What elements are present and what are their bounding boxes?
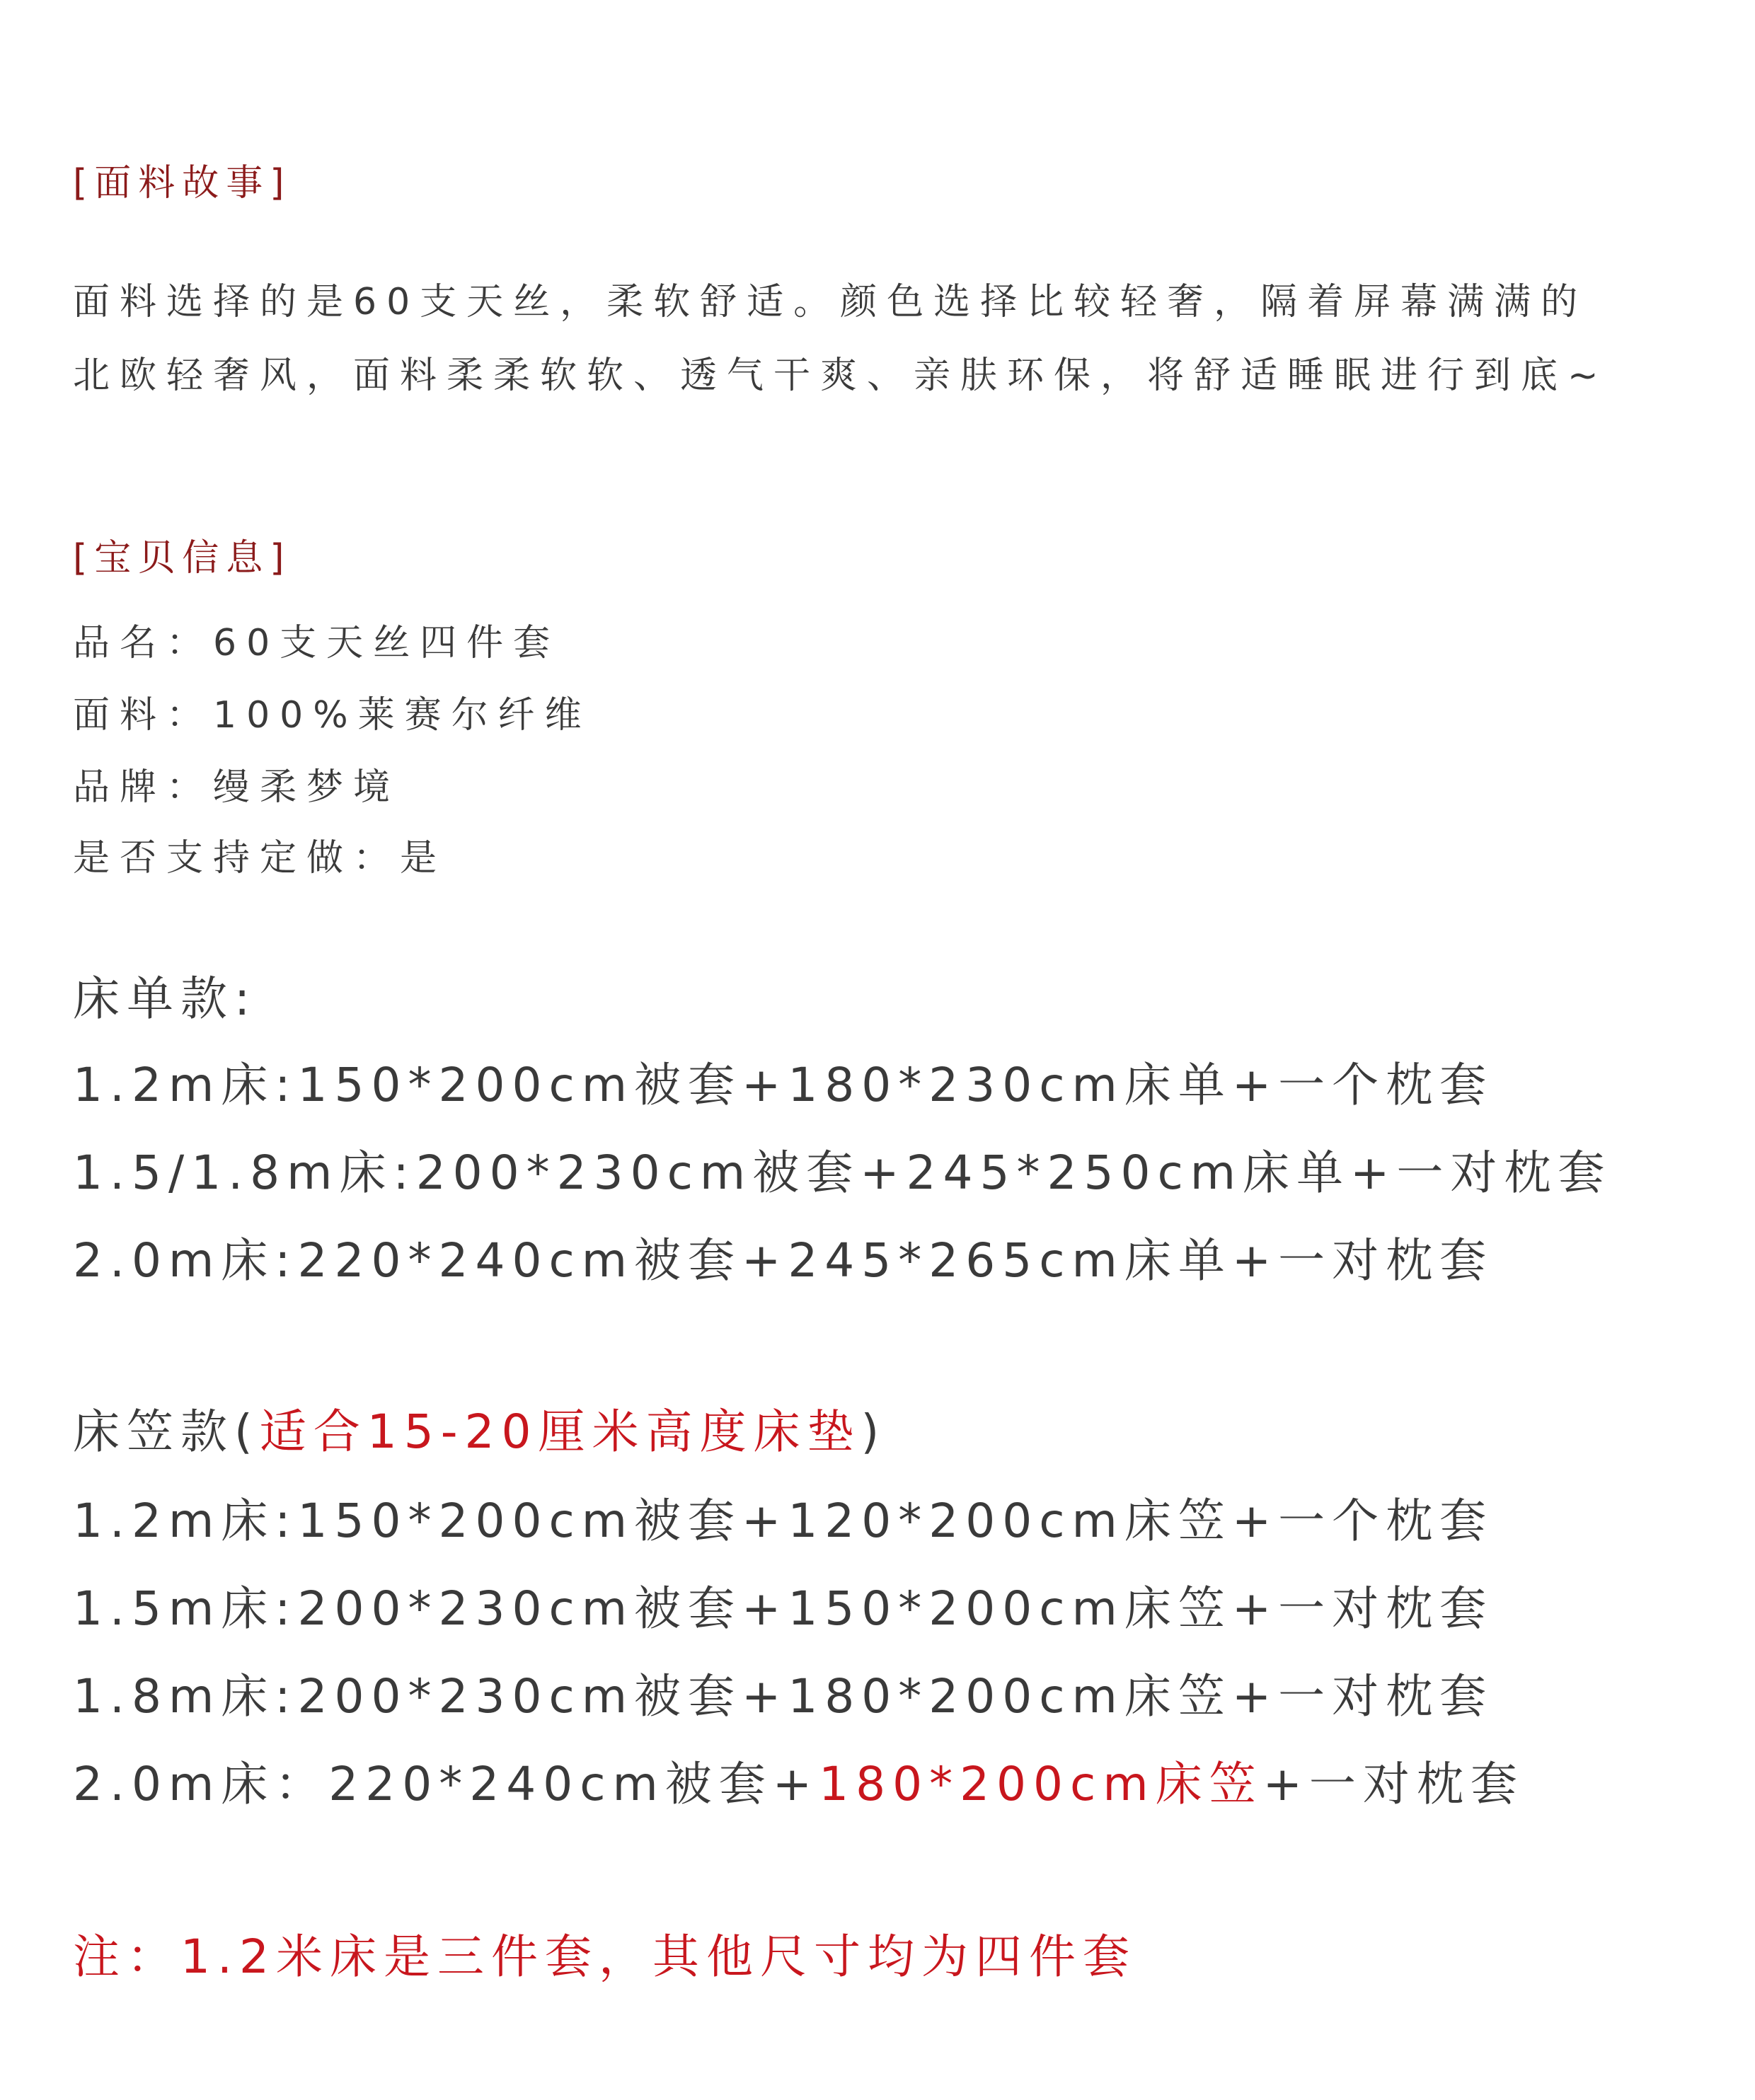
fabric-story-line-1: 面料选择的是60支天丝，柔软舒适。颜色选择比较轻奢，隔着屏幕满满的 xyxy=(73,281,1588,323)
sheet-style-title: 床单款: xyxy=(73,971,258,1026)
fitted-spec-3: 1.8m床:200*230cm被套+180*200cm床笠+一对枕套 xyxy=(73,1669,1494,1724)
product-info-heading: [宝贝信息] xyxy=(73,537,292,579)
fitted-spec-4-highlight: 180*200cm床笠 xyxy=(819,1757,1263,1811)
fitted-style-title xyxy=(73,1394,886,1461)
fitted-title-highlight: 适合15-20厘米高度床垫 xyxy=(259,1404,861,1459)
product-fabric: 面料：100%莱赛尔纤维 xyxy=(73,694,592,737)
fitted-spec-4-suffix: +一对枕套 xyxy=(1262,1757,1524,1811)
fitted-title-suffix: ) xyxy=(861,1404,887,1459)
fitted-spec-1: 1.2m床:150*200cm被套+120*200cm床笠+一个枕套 xyxy=(73,1494,1494,1548)
sheet-spec-2: 1.5/1.8m床:200*230cm被套+245*250cm床单+一对枕套 xyxy=(73,1146,1612,1200)
fabric-story-heading: [面料故事] xyxy=(73,162,292,204)
product-name: 品名：60支天丝四件套 xyxy=(73,622,560,664)
fitted-title-prefix: 床笠款( xyxy=(73,1404,260,1459)
fabric-story-line-2: 北欧轻奢风，面料柔柔软软、透气干爽、亲肤环保，将舒适睡眠进行到底~ xyxy=(73,354,1609,397)
sheet-spec-1: 1.2m床:150*200cm被套+180*230cm床单+一个枕套 xyxy=(73,1058,1494,1112)
fitted-spec-4 xyxy=(73,1746,1524,1813)
sheet-spec-3: 2.0m床:220*240cm被套+245*265cm床单+一对枕套 xyxy=(73,1233,1494,1288)
size-note: 注：1.2米床是三件套，其他尺寸均为四件套 xyxy=(73,1929,1137,1984)
product-brand: 品牌：缦柔梦境 xyxy=(73,766,401,809)
fitted-spec-2: 1.5m床:200*230cm被套+150*200cm床笠+一对枕套 xyxy=(73,1581,1494,1636)
fitted-spec-4-prefix: 2.0m床：220*240cm被套+ xyxy=(73,1757,819,1811)
product-custom: 是否支持定做：是 xyxy=(73,837,447,879)
